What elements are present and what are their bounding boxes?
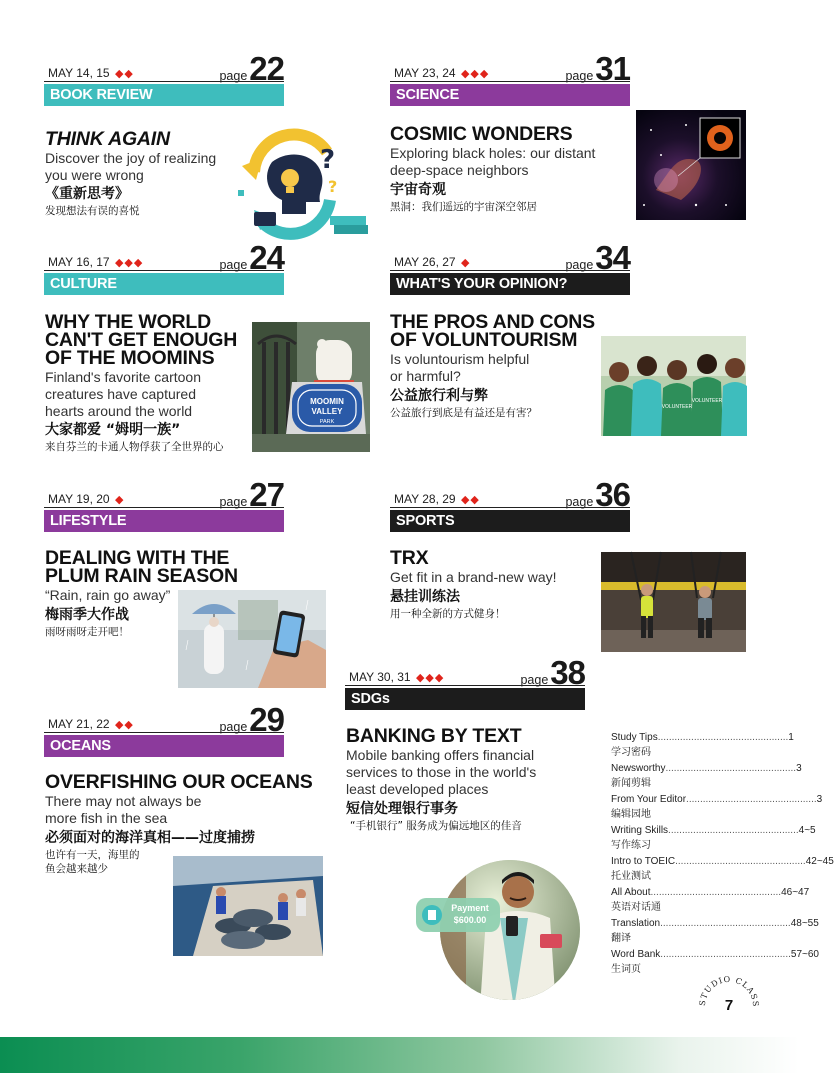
index-item-pages: 57~60 [790,949,819,960]
index-item-label: Word Bank [611,949,661,960]
chinese-subtitle: 公益旅行到底是有益还是有害？ [390,407,537,419]
rain-season-image [178,590,326,688]
entry-book-review [44,50,284,106]
index-item-label: Translation [611,918,661,929]
index-item-zh: 新闻剪辑 [611,778,651,789]
article-subtitle: There may not always be more fish in the sea [45,793,202,826]
chinese-title: 悬挂训练法 [390,589,460,605]
article-title: BANKING BY TEXT [346,725,522,747]
index-item-label: Study Tips [611,732,658,743]
svg-text:VOLUNTEER: VOLUNTEER [661,404,693,410]
fishing-boat-image [173,856,323,956]
studio-classroom-logo [697,968,761,1032]
chinese-subtitle: 发现想法有误的喜悦 [45,205,140,217]
entry-header [390,239,630,276]
page-ref[interactable]: page24 [219,239,284,276]
index-item-pages: 1 [788,732,794,743]
chinese-title: 梅雨季大作战 [45,607,129,623]
article-subtitle: Discover the joy of realizing you were wrong [45,150,217,183]
article-title: THE PROS AND CONS OF VOLUNTOURISM [390,311,595,351]
category-band: BOOK REVIEW [44,84,284,106]
sports-text[interactable] [390,549,590,621]
chinese-title: 短信处理银行事务 [346,801,458,817]
article-title: WHY THE WORLD CAN'T GET ENOUGH OF THE MOOMINS [45,311,238,369]
payment-label: Payment [451,903,489,913]
footer-gradient-bar [0,1037,799,1073]
index-item[interactable]: Writing Skills ............................................... 4~5 写作练习 [611,825,816,851]
category-band: OCEANS [44,735,284,757]
article-title: TRX [390,547,429,569]
difficulty-diamonds: ◆ [460,257,471,269]
entry-sdgs [345,654,585,710]
index-item-pages: 3 [796,763,802,774]
opinion-text[interactable] [390,313,630,420]
difficulty-diamonds: ◆◆ [114,68,134,80]
page-number-footer: 7 [724,997,734,1014]
page-ref[interactable]: page31 [565,50,630,87]
entry-oceans [44,701,284,757]
chinese-title: 宇宙奇观 [390,182,446,198]
page-ref[interactable]: page36 [565,476,630,513]
category-band: SDGs [345,688,585,710]
index-item-pages: 48~55 [790,918,819,929]
index-item-label: From Your Editor [611,794,687,805]
science-text[interactable] [390,125,630,214]
index-item-zh: 学习密码 [611,747,651,758]
entry-sports [390,476,630,532]
difficulty-diamonds: ◆◆ [460,494,480,506]
chinese-subtitle: 黑洞：我们遥远的宇宙深空邻居 [390,201,537,213]
logo-text: STUDIO CLASS [697,974,761,1008]
index-item-pages: 4~5 [798,825,816,836]
chinese-subtitle: 也许有一天，海里的 鱼会越来越少 [45,849,140,875]
entry-header [345,654,585,691]
chinese-title: 《重新思考》 [45,186,129,202]
article-subtitle: “Rain, rain go away” [45,587,171,603]
trx-training-image [601,552,746,652]
mobile-banking-image [410,858,580,1008]
article-subtitle: Get fit in a brand-new way! [390,569,557,585]
svg-text:PARK: PARK [319,419,335,425]
article-subtitle: Finland's favorite cartoon creatures have captured hearts around the world [45,369,201,419]
entry-header [44,476,284,513]
difficulty-diamonds: ◆◆ [114,719,134,731]
chinese-subtitle: 雨呀雨呀走开吧！ [45,626,129,638]
chinese-title: 公益旅行利与弊 [390,388,488,404]
article-title: DEALING WITH THE PLUM RAIN SEASON [45,547,238,587]
page-ref[interactable]: page22 [219,50,284,87]
entry-opinion [390,239,630,295]
index-item-zh: 英语对话通 [611,902,661,913]
index-item[interactable]: Translation ............................................... 48~55 翻译 [611,918,819,944]
date-label: MAY 21, 22 ◆◆ [48,717,134,731]
category-band: LIFESTYLE [44,510,284,532]
index-item-label: Writing Skills [611,825,669,836]
index-item-zh: 托业测试 [611,871,651,882]
index-item-pages: 3 [816,794,823,805]
entry-culture [44,239,284,295]
black-hole-image [636,110,746,220]
article-subtitle: Is voluntourism helpful or harmful? [390,351,530,384]
index-item[interactable]: Word Bank ............................................... 57~60 生词页 [611,949,819,975]
category-band: CULTURE [44,273,284,295]
index-item-pages: 46~47 [781,887,810,898]
category-band: WHAT'S YOUR OPINION? [390,273,630,295]
date-label: MAY 30, 31 ◆◆◆ [349,670,445,684]
page-ref[interactable]: page27 [219,476,284,513]
page-number: 36 [595,476,630,513]
page-number: 31 [595,50,630,87]
index-item-zh: 生词页 [611,964,641,975]
date-label: MAY 23, 24 ◆◆◆ [394,66,490,80]
payment-amount: $600.00 [453,915,487,925]
regular-features-index [611,731,834,979]
svg-text:VALLEY: VALLEY [311,407,343,416]
index-item-label: Intro to TOEIC [611,856,676,867]
date-label: MAY 26, 27 ◆ [394,255,471,269]
date-label: MAY 19, 20 ◆ [48,492,125,506]
article-subtitle: Exploring black holes: our distant deep-space neighbors [390,145,596,178]
entry-header [44,701,284,738]
moomin-park-image [252,322,370,452]
index-item-label: Newsworthy [611,763,666,774]
sdgs-text[interactable] [346,727,586,833]
index-item-label: All About [611,887,651,898]
index-item-zh: 写作练习 [611,840,651,851]
article-title: THINK AGAIN [45,128,170,150]
page-number: 38 [550,654,585,691]
page-number: 22 [249,50,284,87]
date-label: MAY 14, 15 ◆◆ [48,66,134,80]
page-number: 27 [249,476,284,513]
volunteers-image [601,336,746,436]
chinese-title: 大家都爱 “姆明一族” [45,422,181,438]
entry-header [44,50,284,87]
book-review-text[interactable] [45,130,245,218]
svg-text:MOOMIN: MOOMIN [310,397,344,406]
difficulty-diamonds: ◆◆◆ [114,257,144,269]
date-label: MAY 16, 17 ◆◆◆ [48,255,144,269]
date-label: MAY 28, 29 ◆◆ [394,492,480,506]
page-number: 34 [595,239,630,276]
category-band: SPORTS [390,510,630,532]
index-item[interactable]: From Your Editor ............................................... 3 编辑园地 [611,794,823,820]
entry-header [390,50,630,87]
think-again-illustration [232,130,372,242]
article-title: COSMIC WONDERS [390,123,573,145]
index-item[interactable]: Study Tips ............................................... 1 学习密码 [611,732,794,758]
article-title: OVERFISHING OUR OCEANS [45,771,313,793]
chinese-subtitle: 来自芬兰的卡通人物俘获了全世界的心 [45,441,224,453]
entry-header [44,239,284,276]
difficulty-diamonds: ◆◆◆ [460,68,490,80]
page-number: 24 [249,239,284,276]
chinese-subtitle: 用一种全新的方式健身！ [390,608,506,620]
entry-header [390,476,630,513]
entry-science [390,50,630,106]
chinese-title: 必须面对的海洋真相——过度捕捞 [45,830,255,846]
svg-text:VOLUNTEER: VOLUNTEER [691,398,723,404]
svg-text:?: ? [320,145,336,175]
svg-text:?: ? [328,177,338,196]
page-ref[interactable]: page38 [520,654,585,691]
page-ref[interactable]: page29 [219,701,284,738]
difficulty-diamonds: ◆◆◆ [415,672,445,684]
index-item-zh: 翻译 [611,933,631,944]
index-item-zh: 编辑园地 [611,809,651,820]
culture-text[interactable] [45,313,265,454]
chinese-subtitle: “手机银行” 服务成为偏远地区的佳音 [350,820,522,832]
page-number: 29 [249,701,284,738]
page-ref[interactable]: page34 [565,239,630,276]
index-item-pages: 42~45 [805,856,834,867]
article-subtitle: Mobile banking offers financial services to those in the world's least developed places [346,747,537,797]
index-item[interactable]: Intro to TOEIC ............................................... 42~45 托业测试 [611,856,834,882]
index-item[interactable]: All About ............................................... 46~47 英语对话通 [611,887,810,913]
index-item[interactable]: Newsworthy ............................................... 3 新闻剪辑 [611,763,802,789]
difficulty-diamonds: ◆ [114,494,125,506]
entry-lifestyle [44,476,284,532]
category-band: SCIENCE [390,84,630,106]
